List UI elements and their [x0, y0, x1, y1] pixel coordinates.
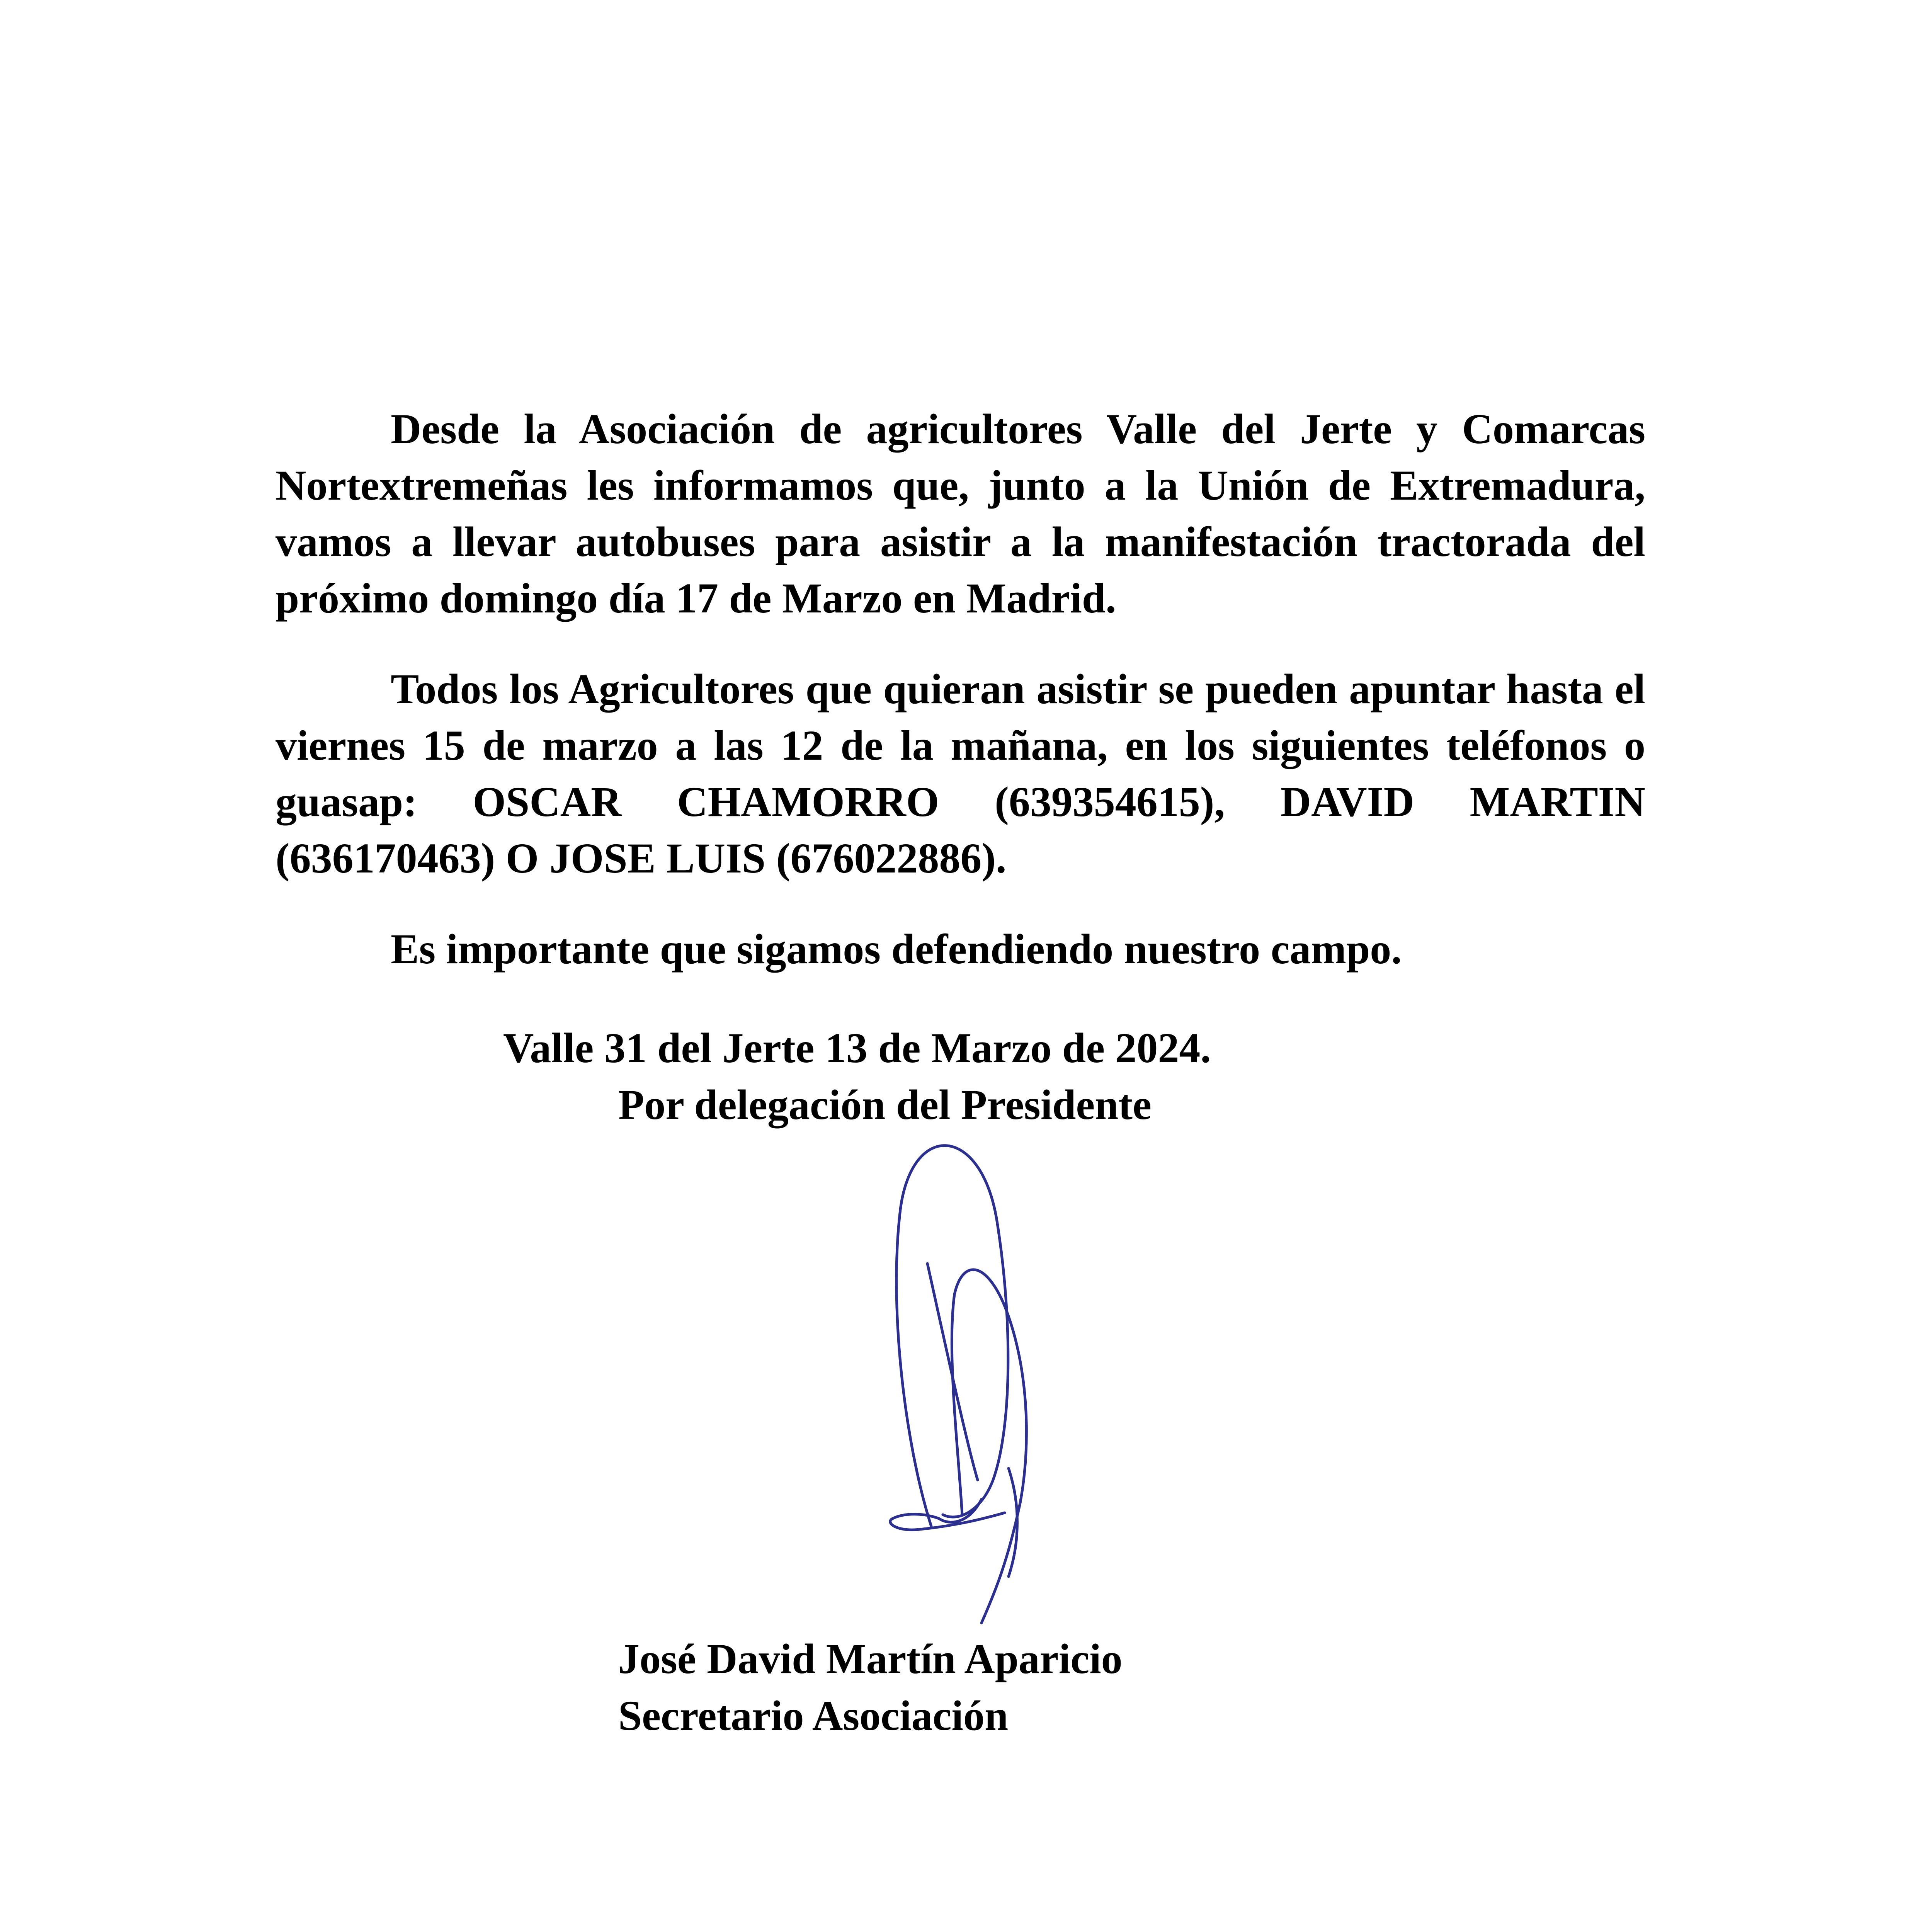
signer-name: José David Martín Aparicio	[618, 1635, 1123, 1682]
handwritten-signature	[881, 1132, 1082, 1634]
paragraph-closing: Es importante que sigamos defendiendo nuestro campo.	[391, 925, 1402, 973]
signer-title: Secretario Asociación	[618, 1692, 1009, 1739]
paragraph-registration: Todos los Agricultores que quieran asistir se pueden apuntar hasta el viernes 15 de marzo a las 12 de la mañana, en los siguientes teléfonos o guasap: OSCAR CHAMORRO (639354615), DAVID MARTIN (636170463) O JOSE LUIS (676022886).	[276, 665, 1645, 882]
paragraph-announcement: Desde la Asociación de agricultores Valle del Jerte y Comarcas Nortextremeñas les informamos que, junto a la Unión de Extremadura, vamos a llevar autobuses para asistir a la manifestación tractorada del próximo domingo día 17 de Marzo en Madrid.	[276, 405, 1645, 622]
delegation-line: Por delegación del Presidente	[618, 1081, 1152, 1128]
date-line: Valle 31 del Jerte 13 de Marzo de 2024.	[503, 1024, 1211, 1071]
